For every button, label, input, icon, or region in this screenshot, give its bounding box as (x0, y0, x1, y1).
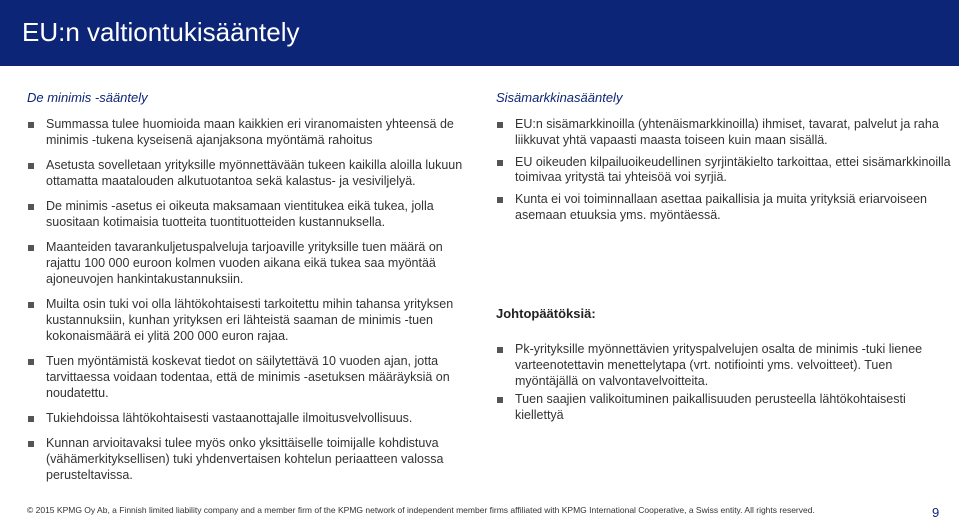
internal-market-list (496, 117, 951, 224)
de-minimis-section (27, 90, 477, 493)
square-bullet-icon (497, 160, 503, 166)
square-bullet-icon (28, 416, 34, 422)
square-bullet-icon (497, 122, 503, 128)
list-item: Tukiehdoissa lähtökohtaisesti vastaanottajalle ilmoitusvelvollisuus. (27, 411, 477, 427)
internal-market-heading: Sisämarkkinasääntely (496, 90, 623, 105)
conclusions-heading: Johtopäätöksiä: (496, 306, 596, 321)
list-item: Kunta ei voi toiminnallaan asettaa paikallisia ja muita yrityksiä eriarvoiseen asemaan etuuksia yms. myöntäessä. (496, 192, 951, 224)
title-bar (0, 0, 959, 66)
square-bullet-icon (28, 163, 34, 169)
de-minimis-heading: De minimis -sääntely (27, 90, 148, 105)
list-item: Pk-yrityksille myönnettävien yrityspalvelujen osalta de minimis -tuki lienee varteenotettavin menettelytapa (vrt. notifiointi yms. velvoitteet). Tuen myöntäjällä on valvontavelvoitteita. (496, 342, 951, 389)
page-title: EU:n valtiontukisääntely (22, 17, 300, 47)
internal-market-section (496, 90, 951, 230)
de-minimis-list (27, 117, 477, 484)
list-item: Maanteiden tavarankuljetuspalveluja tarjoaville yrityksille tuen määrä on rajattu 100 000 euroon kolmen vuoden aikana eikä tukea saa myöntää ajoneuvojen hankintakustannuksiin. (27, 240, 477, 287)
page-number: 9 (932, 505, 940, 520)
square-bullet-icon (497, 347, 503, 353)
list-item: De minimis -asetus ei oikeuta maksamaan vientitukea eikä tukea, jolla suositaan kotimaisia tuotteita tuontituotteiden kustannuksella. (27, 199, 477, 231)
square-bullet-icon (28, 302, 34, 308)
square-bullet-icon (28, 245, 34, 251)
conclusions-section (496, 306, 951, 427)
list-item: EU:n sisämarkkinoilla (yhtenäismarkkinoilla) ihmiset, tavarat, palvelut ja raha liikkuvat yhtä vapaasti maasta toiseen kuin maan sisällä. (496, 117, 951, 149)
square-bullet-icon (497, 197, 503, 203)
list-item: EU oikeuden kilpailuoikeudellinen syrjintäkielto tarkoittaa, ettei sisämarkkinoilla toimivaa yritystä tai yhteisöä voi syrjiä. (496, 155, 951, 187)
list-item: Asetusta sovelletaan yrityksille myönnettävään tukeen kaikilla aloilla lukuun ottamatta maatalouden alkutuotantoa sekä kalastus- ja vesiviljelyä. (27, 158, 477, 190)
square-bullet-icon (28, 204, 34, 210)
list-item: Summassa tulee huomioida maan kaikkien eri viranomaisten yhteensä de minimis -tukena kyseisenä ajanjaksona myöntämä rahoitus (27, 117, 477, 149)
list-item: Muilta osin tuki voi olla lähtökohtaisesti tarkoitettu mihin tahansa yrityksen kustannuksiin, kunhan yrityksen eri lähteistä saaman de minimis -tuen kokonaismäärä ei ylitä 200 000 euron rajaa. (27, 297, 477, 344)
square-bullet-icon (497, 397, 503, 403)
square-bullet-icon (28, 122, 34, 128)
list-item: Tuen myöntämistä koskevat tiedot on säilytettävä 10 vuoden ajan, jotta tarvittaessa voidaan todentaa, että de minimis -asetuksen määräyksiä on noudatettu. (27, 354, 477, 401)
square-bullet-icon (28, 359, 34, 365)
square-bullet-icon (28, 441, 34, 447)
list-item: Tuen saajien valikoituminen paikallisuuden perusteella lähtökohtaisesti kiellettyä (496, 392, 951, 424)
conclusions-list (496, 342, 951, 424)
list-item: Kunnan arvioitavaksi tulee myös onko yksittäiselle toimijalle kohdistuva (vähämerkityksellisen) tuki yhdenvertaisen kohtelun periaatteen valossa perusteltavissa. (27, 436, 477, 483)
copyright-footer: © 2015 KPMG Oy Ab, a Finnish limited liability company and a member firm of the KPMG network of independent member firms affiliated with KPMG International Cooperative, a Swiss entity. All rights reserved. (27, 505, 815, 515)
